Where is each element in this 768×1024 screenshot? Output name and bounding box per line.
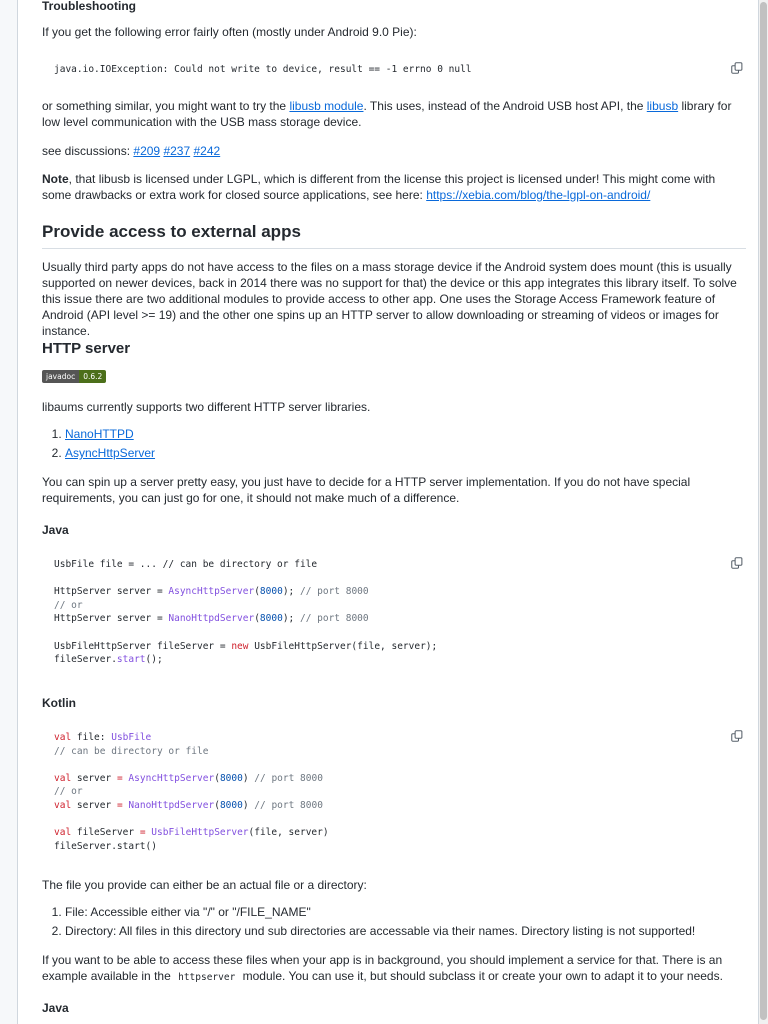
libusb-paragraph: [42, 98, 746, 130]
copy-icon: [731, 730, 743, 742]
copy-code-button[interactable]: [728, 59, 746, 77]
list-item: 1. File: Accessible either via "/" or "/FILE_NAME": [65, 903, 745, 922]
java-code-block: [42, 550, 746, 675]
discussions-paragraph: [42, 143, 220, 159]
scrollbar-thumb[interactable]: [760, 2, 767, 1020]
file-intro: The file you provide can either be an actual file or a directory:: [42, 878, 367, 892]
external-apps-paragraph: Usually third party apps do not have access to the files on a mass storage device if the Android system does mount (this is usually supported on newer devices, back in 2014 there was no support for that) the device or this app integrates this library itself. To solve this issue there are two additional modules to provide access to other app. One uses the Storage Access Framework feature of Android (API level >= 19) and the other one spins up an HTTP server to allow downloading or streaming of videos or images for instance.: [42, 260, 737, 338]
code-line: [42, 572, 746, 586]
badge-version: 0.6.2: [79, 370, 106, 383]
code-line: fileServer.start(): [54, 840, 157, 852]
httpserver-inline-code: httpserver: [178, 972, 236, 983]
libusb-text-mid: . This uses, instead of the Android USB host API, the: [363, 99, 647, 113]
troubleshooting-intro: If you get the following error fairly often (mostly under Android 9.0 Pie):: [42, 25, 417, 39]
list-item: 2. Directory: All files in this directory und sub directories are accessable via their names. Directory listing is not supported!: [65, 922, 745, 941]
kotlin-code-block: [42, 723, 746, 861]
background-text-post: module. You can use it, but should subclass it or create your own to adapt it to your needs.: [239, 969, 723, 983]
copy-icon: [731, 557, 743, 569]
http-server-heading: HTTP server: [42, 340, 131, 357]
libusb-text-pre: or something similar, you might want to try the: [42, 99, 290, 113]
error-code-block: [42, 55, 746, 85]
nanohttpd-link[interactable]: NanoHTTPD: [65, 427, 134, 441]
kotlin-heading: Kotlin: [42, 696, 76, 710]
code-line: UsbFileHttpServer fileServer = new UsbFileHttpServer(file, server);: [54, 640, 438, 652]
code-line: HttpServer server = NanoHttpdServer(8000); // port 8000: [54, 613, 369, 625]
code-line: fileServer.start();: [54, 654, 163, 666]
background-text-pre: If you want to be able to access these files when your app is in background, you should implement a service for that. There is an example available in the: [42, 953, 723, 983]
file-type-list: [42, 903, 745, 941]
code-line: val fileServer = UsbFileHttpServer(file, server): [54, 827, 329, 839]
copy-code-button[interactable]: [728, 554, 746, 572]
external-apps-heading: Provide access to external apps: [42, 221, 746, 249]
discussion-link-242[interactable]: #242: [193, 144, 221, 158]
libusb-text-post: library for low level communication with the USB mass storage device.: [42, 99, 732, 129]
code-line: // or: [54, 599, 83, 611]
http-library-list: [42, 425, 155, 463]
list-item: [65, 444, 155, 463]
javadoc-badge[interactable]: [42, 370, 106, 383]
code-line: [42, 813, 746, 827]
readme-page: [17, 0, 759, 1024]
license-note: [42, 171, 746, 203]
code-line: HttpServer server = AsyncHttpServer(8000); // port 8000: [54, 586, 369, 598]
code-line: UsbFile file = ... // can be directory or file: [54, 559, 318, 570]
list-item: [65, 425, 155, 444]
copy-code-button[interactable]: [728, 727, 746, 745]
code-line: [42, 626, 746, 640]
java-heading-2: Java: [42, 1001, 69, 1015]
badge-label: javadoc: [42, 370, 79, 383]
discussion-link-237[interactable]: #237: [163, 144, 191, 158]
code-line: // or: [54, 786, 83, 798]
java-heading: Java: [42, 523, 69, 537]
background-paragraph: [42, 952, 746, 986]
note-bold: Note: [42, 172, 69, 186]
code-line: val server = NanoHttpdServer(8000) // port 8000: [54, 799, 323, 811]
libusb-link[interactable]: libusb: [646, 99, 679, 113]
note-text: , that libusb is licensed under LGPL, which is different from the license this project is licensed under! This might come with some drawbacks or extra work for closed source applications, see here:: [42, 172, 716, 202]
asynchttpserver-link[interactable]: AsyncHttpServer: [65, 446, 156, 460]
error-code-line: java.io.IOException: Could not write to device, result == -1 errno 0 null: [54, 64, 472, 75]
code-line: val file: UsbFile: [54, 732, 152, 743]
http-intro: libaums currently supports two different HTTP server libraries.: [42, 400, 371, 414]
code-line: val server = AsyncHttpServer(8000) // port 8000: [54, 772, 323, 784]
libusb-module-link[interactable]: libusb module: [289, 99, 364, 113]
copy-icon: [731, 62, 743, 74]
code-line: // can be directory or file: [54, 745, 209, 757]
lgpl-link[interactable]: https://xebia.com/blog/the-lgpl-on-android/: [426, 188, 651, 202]
code-line: [42, 758, 746, 772]
discussions-label: see discussions:: [42, 144, 134, 158]
troubleshooting-heading: Troubleshooting: [42, 0, 136, 13]
vertical-scrollbar[interactable]: [759, 0, 768, 1024]
http-paragraph: You can spin up a server pretty easy, you just have to decide for a HTTP server implementation. If you do not have special requirements, you can just go for one, it should not make much of a difference.: [42, 475, 691, 505]
discussion-link-209[interactable]: #209: [133, 144, 161, 158]
